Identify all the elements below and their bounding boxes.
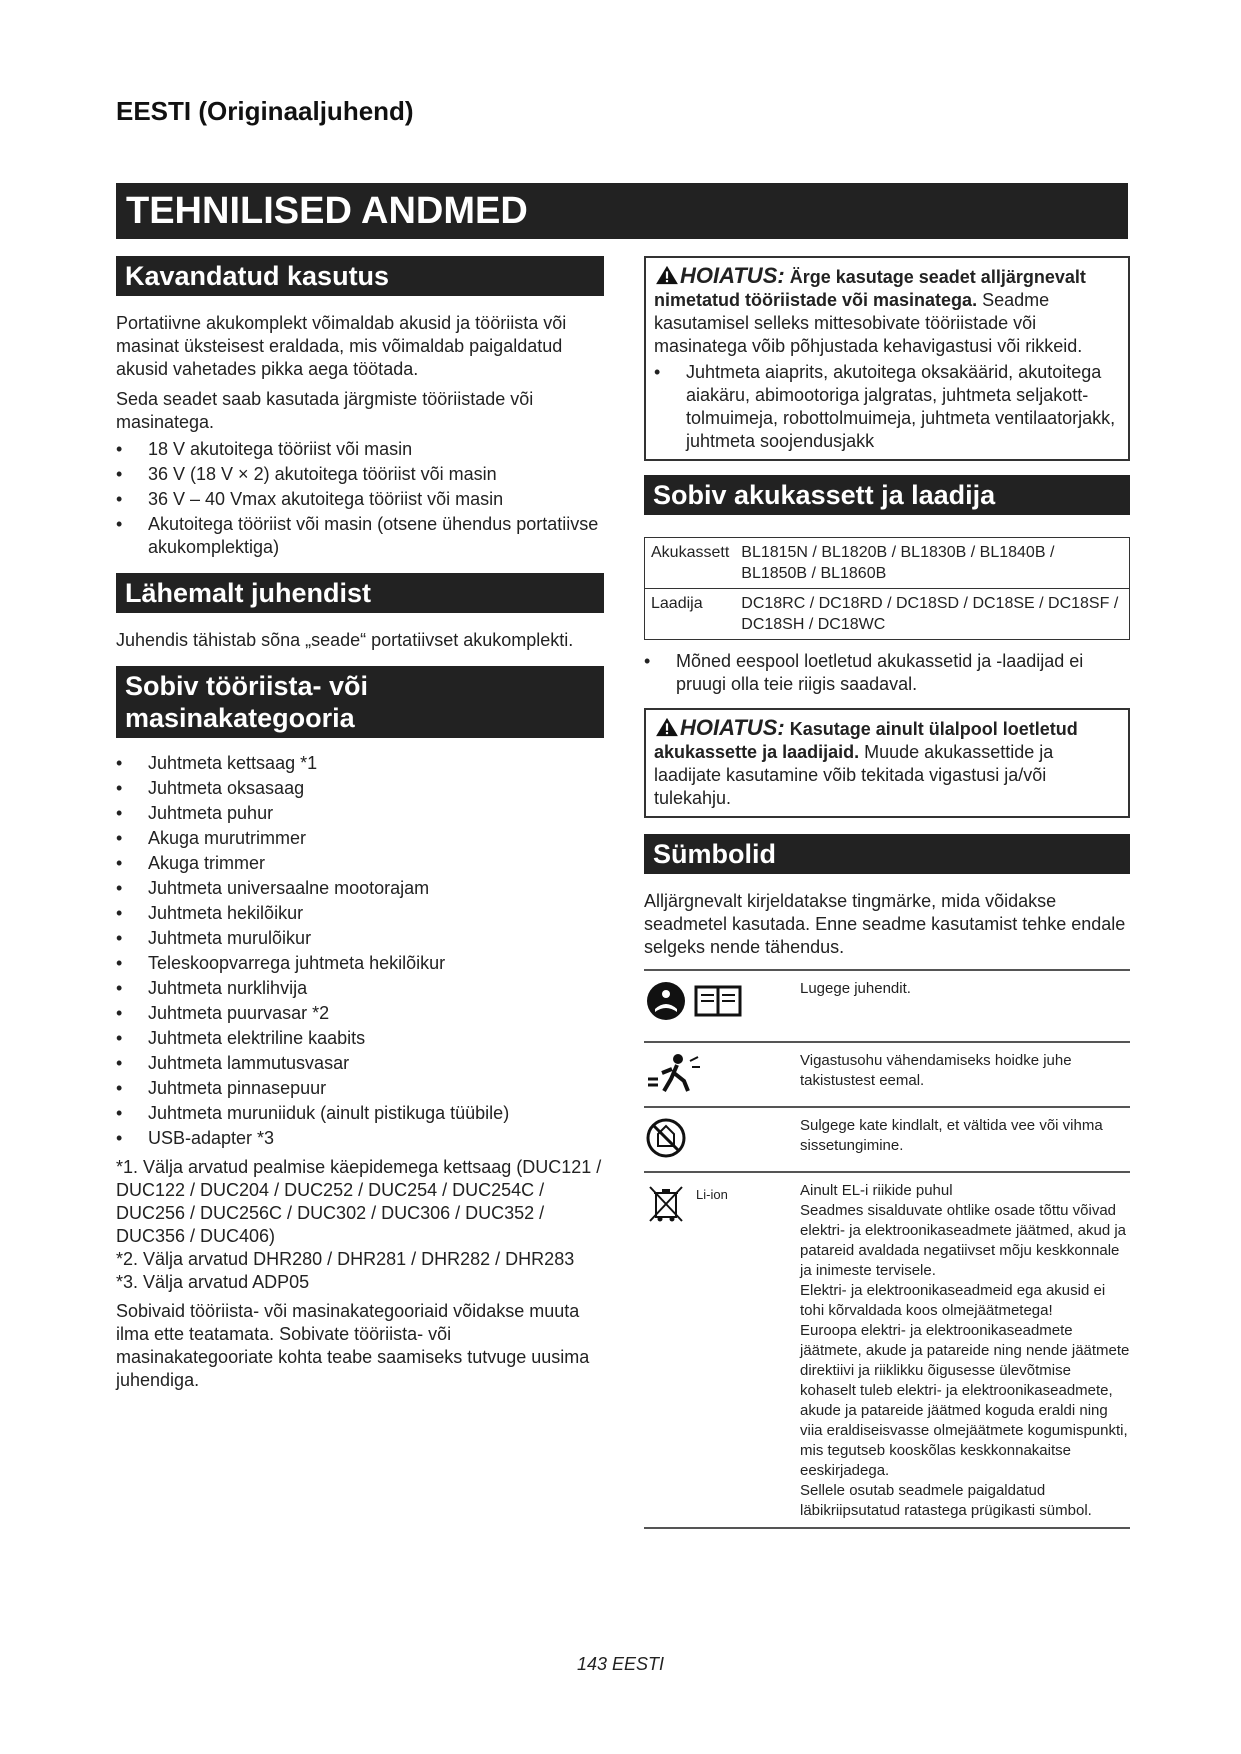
page-number: 143 EESTI xyxy=(576,1654,665,1674)
list-item: • Mõned eespool loetletud akukassetid ja -laadijad ei pruugi olla teie riigis saadaval. xyxy=(644,650,1130,696)
compatibility-table xyxy=(644,537,1130,640)
about-manual-paragraph: Juhendis tähistab sõna „seade“ portatiivset akukomplekti. xyxy=(116,630,574,650)
warning-triangle-icon xyxy=(654,265,680,285)
battery-label: Akukassett xyxy=(645,538,736,589)
main-title: TEHNILISED ANDMED xyxy=(116,183,1128,239)
footnote-2: *2. Välja arvatud DHR280 / DHR281 / DHR282 / DHR283 xyxy=(116,1249,575,1269)
charger-value: DC18RC / DC18RD / DC18SD / DC18SE / DC18SF / DC18SH / DC18WC xyxy=(735,589,1129,640)
intended-use-paragraph-2: Seda seadet saab kasutada järgmiste tööriistade või masinatega. xyxy=(116,389,534,432)
categories-closing-paragraph: Sobivaid tööriista- või masinakategooriaid võidakse muuta ilma ette teatamata. Sobivate tööriista- või masinakategooriate kohta teabe saamiseks tutvuge uusima juhendiga. xyxy=(116,1301,590,1390)
section-heading-compatible-battery: Sobiv akukassett ja laadija xyxy=(644,475,1130,515)
keep-bystanders-away-icon xyxy=(644,1051,704,1095)
table-row xyxy=(644,1042,1130,1107)
section-heading-about-manual: Lähemalt juhendist xyxy=(116,573,604,613)
warning-label: HOIATUS: xyxy=(680,263,785,288)
list-item: • Akuga trimmer xyxy=(116,852,604,875)
warning-text: Muude akukassettide ja laadijate kasutamine võib tekitada vigastusi ja/või tulekahju. xyxy=(654,742,1054,808)
section-heading-intended-use: Kavandatud kasutus xyxy=(116,256,604,296)
symbols-intro: Alljärgnevalt kirjeldatakse tingmärke, mida võidakse seadmetel kasutada. Enne seadme kasutamist tehke endale selgeks nende tähendus. xyxy=(644,891,1126,957)
warning-bold-text: Ärge kasutage seadet alljärgnevalt nimetatud tööriistade või masinatega. xyxy=(654,267,1086,310)
warning-box-unsuitable-tools xyxy=(644,256,1130,461)
warning-label: HOIATUS: xyxy=(680,715,785,740)
table-row xyxy=(645,538,1130,589)
list-item: • USB-adapter *3 xyxy=(116,1127,604,1150)
list-item: • Akutoitega tööriist või masin (otsene ühendus portatiivse akukomplektiga) xyxy=(116,513,604,559)
symbol-description: Seadmes sisalduvate ohtlike osade tõttu võivad elektri- ja elektroonikaseadmete jäätmed, akud ja patareid avaldada negatiivset mõju keskkonnale ja inimeste tervisele. Elektri- ja elektroonikaseadmeid ega akusid ei tohi kõrvaldada koos olmejäätmetega! Euroopa elektri- ja elektroonikaseadmete jäätmete, akude ja patareide ning nende jäätmete direktiivi ja riiklikku õigusesse ülevõtmise kohaselt tuleb elektri- ja elektroonikaseadmete, akude ja patareide jäätmed koguda eraldi ning viia eraldiseisvasse olmejäätmete kogumispunkti, mis tegutseb kooskõlas keskkonnakaitse eeskirjadega. Sellele osutab seadmele paigaldatud läbikriipsutatud ratastega prügikasti sümbol. xyxy=(800,1202,1130,1519)
warning-text: Seadme kasutamisel selleks mittesobivate tööriistade või masinatega võib põhjustada kehavigastusi või rikkeid. xyxy=(654,290,1083,356)
liion-label: Li-ion xyxy=(696,1187,728,1202)
list-item: • Juhtmeta pinnasepuur xyxy=(116,1077,604,1100)
list-item: • 36 V – 40 Vmax akutoitega tööriist või masin xyxy=(116,488,604,511)
left-column xyxy=(116,256,604,1392)
list-item: • Juhtmeta muruniiduk (ainult pistikuga tüübile) xyxy=(116,1102,604,1125)
section-heading-categories: Sobiv tööriista- või masinakategooria xyxy=(116,666,604,738)
symbol-description: Vigastusohu vähendamiseks hoidke juhe takistustest eemal. xyxy=(794,1042,1130,1107)
list-item: • Juhtmeta kettsaag *1 xyxy=(116,752,604,775)
compat-note-list xyxy=(644,650,1130,696)
list-item: • Juhtmeta lammutusvasar xyxy=(116,1052,604,1075)
symbols-table xyxy=(644,969,1130,1529)
list-item: • Juhtmeta hekilõikur xyxy=(116,902,604,925)
category-list xyxy=(116,752,604,1150)
table-row xyxy=(644,1172,1130,1528)
list-item: • Juhtmeta nurklihvija xyxy=(116,977,604,1000)
symbol-description: Sulgege kate kindlalt, et vältida vee või vihma sissetungimine. xyxy=(794,1107,1130,1172)
read-manual-icon xyxy=(644,979,754,1023)
warning-triangle-icon xyxy=(654,717,680,737)
symbol-title: Ainult EL-i riikide puhul xyxy=(800,1182,953,1199)
list-item: • Juhtmeta puurvasar *2 xyxy=(116,1002,604,1025)
language-title: EESTI (Originaaljuhend) xyxy=(116,96,414,126)
section-heading-symbols: Sümbolid xyxy=(644,834,1130,874)
list-item: • Akuga murutrimmer xyxy=(116,827,604,850)
table-row xyxy=(644,1107,1130,1172)
no-water-icon xyxy=(644,1116,688,1160)
list-item: • Juhtmeta puhur xyxy=(116,802,604,825)
warning-bold-text: Kasutage ainult ülalpool loetletud akukassette ja laadijaid. xyxy=(654,719,1078,762)
list-item: • Juhtmeta murulõikur xyxy=(116,927,604,950)
intended-use-paragraph: Portatiivne akukomplekt võimaldab akusid ja tööriista või masinat üksteisest eraldada, mis võimaldab paigaldatud akusid vahetades pikka aega töötada. xyxy=(116,313,567,379)
list-item: • Juhtmeta universaalne mootorajam xyxy=(116,877,604,900)
warning-box-only-listed xyxy=(644,708,1130,818)
list-item: • Juhtmeta aiaprits, akutoitega oksakäärid, akutoitega aiakäru, abimootoriga jalgratas, juhtmeta seljakott-tolmuimeja, robottolmuimeja, juhtmeta ventilaatorjakk, juhtmeta soojendusjakk xyxy=(654,361,1120,453)
intended-use-list xyxy=(116,438,604,559)
battery-value: BL1815N / BL1820B / BL1830B / BL1840B / BL1850B / BL1860B xyxy=(735,538,1129,589)
table-row xyxy=(645,589,1130,640)
list-item: • 18 V akutoitega tööriist või masin xyxy=(116,438,604,461)
list-item: • Teleskoopvarrega juhtmeta hekilõikur xyxy=(116,952,604,975)
list-item: • Juhtmeta elektriline kaabits xyxy=(116,1027,604,1050)
right-column xyxy=(644,256,1130,1529)
list-item: • 36 V (18 V × 2) akutoitega tööriist või masin xyxy=(116,463,604,486)
weee-bin-icon xyxy=(644,1181,688,1225)
warning-list xyxy=(654,361,1120,453)
table-row xyxy=(644,970,1130,1042)
symbol-description: Lugege juhendit. xyxy=(794,970,1130,1042)
footnote-3: *3. Välja arvatud ADP05 xyxy=(116,1272,310,1292)
charger-label: Laadija xyxy=(645,589,736,640)
list-item: • Juhtmeta oksasaag xyxy=(116,777,604,800)
footnote-1: *1. Välja arvatud pealmise käepidemega kettsaag (DUC121 / DUC122 / DUC204 / DUC252 / DUC254 / DUC254C / DUC256 / DUC256C / DUC302 / DUC306 / DUC352 / DUC356 / DUC406) xyxy=(116,1157,602,1246)
